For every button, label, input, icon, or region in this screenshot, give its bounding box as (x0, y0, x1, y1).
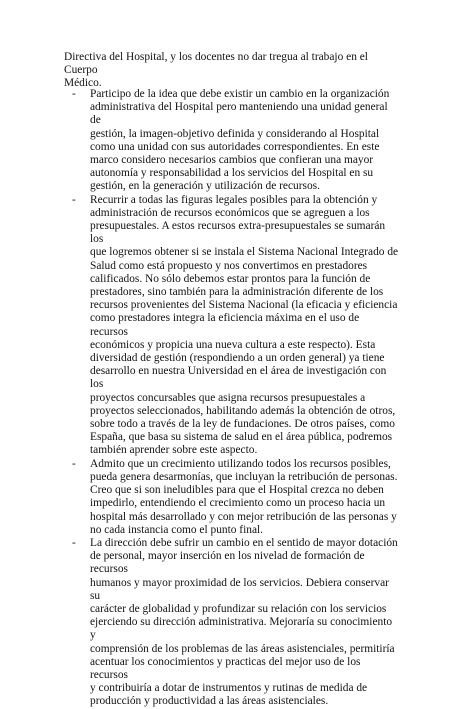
intro-line: Directiva del Hospital, y los docentes no dar tregua al trabajo en el Cuerpo (64, 51, 368, 77)
list-item (64, 88, 399, 194)
list-item-line: Participo de la idea que debe existir un cambio en la organización (90, 88, 390, 100)
bullet-list (64, 88, 399, 709)
list-item-line: prestadores, sino también para la administración diferente de los (90, 286, 384, 299)
list-item-line: sobre todo a través de la ley de fundaciones. De otros países, como (90, 418, 395, 431)
list-item-line: de personal, mayor inserción en los nivelad de formación de recursos (90, 550, 365, 576)
bullet-dash: - (72, 536, 76, 549)
bullet-dash: - (72, 193, 76, 206)
list-item-line: gestión, en la generación y utilización de recursos. (90, 180, 320, 193)
list-item-line: recursos provenientes del Sistema Nacional (la eficacia y eficiencia (90, 299, 398, 312)
list-item-line: producción y productividad a las áreas asistenciales. (90, 695, 329, 708)
list-item (64, 537, 399, 709)
list-item-line: acentuar los conocimientos y practicas del mejor uso de los recursos (90, 655, 361, 681)
list-item-line: impedirlo, entendiendo el crecimiento como un proceso hacia un (90, 497, 386, 510)
list-item-line: administración de recursos económicos que se agreguen a los (90, 206, 370, 219)
list-item-line: que logremos obtener si se instala el Sistema Nacional Integrado de (90, 246, 399, 259)
list-item-line: económicos y propicia una nueva cultura a este respecto). Esta (90, 338, 376, 351)
intro-line: Médico. (64, 77, 102, 90)
list-item-line: también aprender sobre este aspecto. (90, 444, 258, 457)
list-item-line: como una unidad con sus autoridades correspondientes. En este (90, 140, 380, 153)
list-item-line: ejerciendo su dirección administrativa. Mejoraría su conocimiento y (90, 616, 393, 642)
list-item-line: pueda genera desarmonías, que incluyan la retribución de personas. (90, 470, 398, 483)
list-item-line: hospital más desarrollado y con mejor retribución de las personas y (90, 510, 397, 523)
list-item-line: Salud como está propuesto y nos convertimos en prestadores (90, 259, 368, 272)
list-item (64, 458, 399, 537)
list-item-line: proyectos concursables que asigna recursos presupuestales a (90, 391, 366, 404)
list-item-line: no cada instancia como el punto final. (90, 523, 264, 536)
list-item-line: autonomía y responsabilidad a los servicios del Hospital en su (90, 167, 374, 180)
list-item-line: España, que basa su sistema de salud en el área pública, podremos (90, 431, 393, 444)
list-item-line: proyectos seleccionados, habilitando además la obtención de otros, (90, 404, 396, 417)
bullet-dash: - (72, 457, 76, 470)
list-item-line: La dirección debe sufrir un cambio en el sentido de mayor dotación (90, 536, 398, 549)
list-item-line: comprensión de los problemas de las áreas asistenciales, permitiría (90, 642, 395, 655)
list-item-line: calificados. No sólo debemos estar prontos para la función de (90, 272, 371, 285)
list-item-text (90, 537, 399, 709)
list-item-line: gestión, la imagen-objetivo definida y considerando al Hospital (90, 127, 380, 140)
list-item-line: presupuestales. A estos recursos extra-presupuestales se sumarán los (90, 220, 386, 246)
list-item-line: humanos y mayor proximidad de los servicios. Debiera conservar su (90, 576, 389, 602)
list-item-line: como prestadores integra la eficiencia máxima en el uso de recursos (90, 312, 360, 338)
list-item-line: administrativa del Hospital pero manteniendo una unidad general de (90, 101, 388, 127)
list-item-text (90, 194, 399, 458)
bullet-dash: - (72, 88, 76, 100)
list-item-text (90, 458, 399, 537)
list-item-line: y contribuiría a dotar de instrumentos y rutinas de medida de (90, 682, 368, 695)
list-item-line: carácter de globalidad y profundizar su relación con los servicios (90, 602, 387, 615)
list-item (64, 194, 399, 458)
list-item-line: diversidad de gestión (respondiendo a un orden general) ya tiene (90, 352, 385, 365)
intro-paragraph (64, 51, 404, 91)
list-item-line: Recurrir a todas las figuras legales posibles para la obtención y (90, 193, 378, 206)
list-item-line: marco considero necesarios cambios que confieran una mayor (90, 154, 374, 167)
list-item-line: Creo que si son ineludibles para que el Hospital crezca no deben (90, 484, 384, 497)
list-item-line: Admito que un crecimiento utilizando todos los recursos posibles, (90, 457, 391, 470)
list-item-text (90, 88, 399, 194)
list-item-line: desarrollo en nuestra Universidad en el área de investigación con los (90, 365, 387, 391)
